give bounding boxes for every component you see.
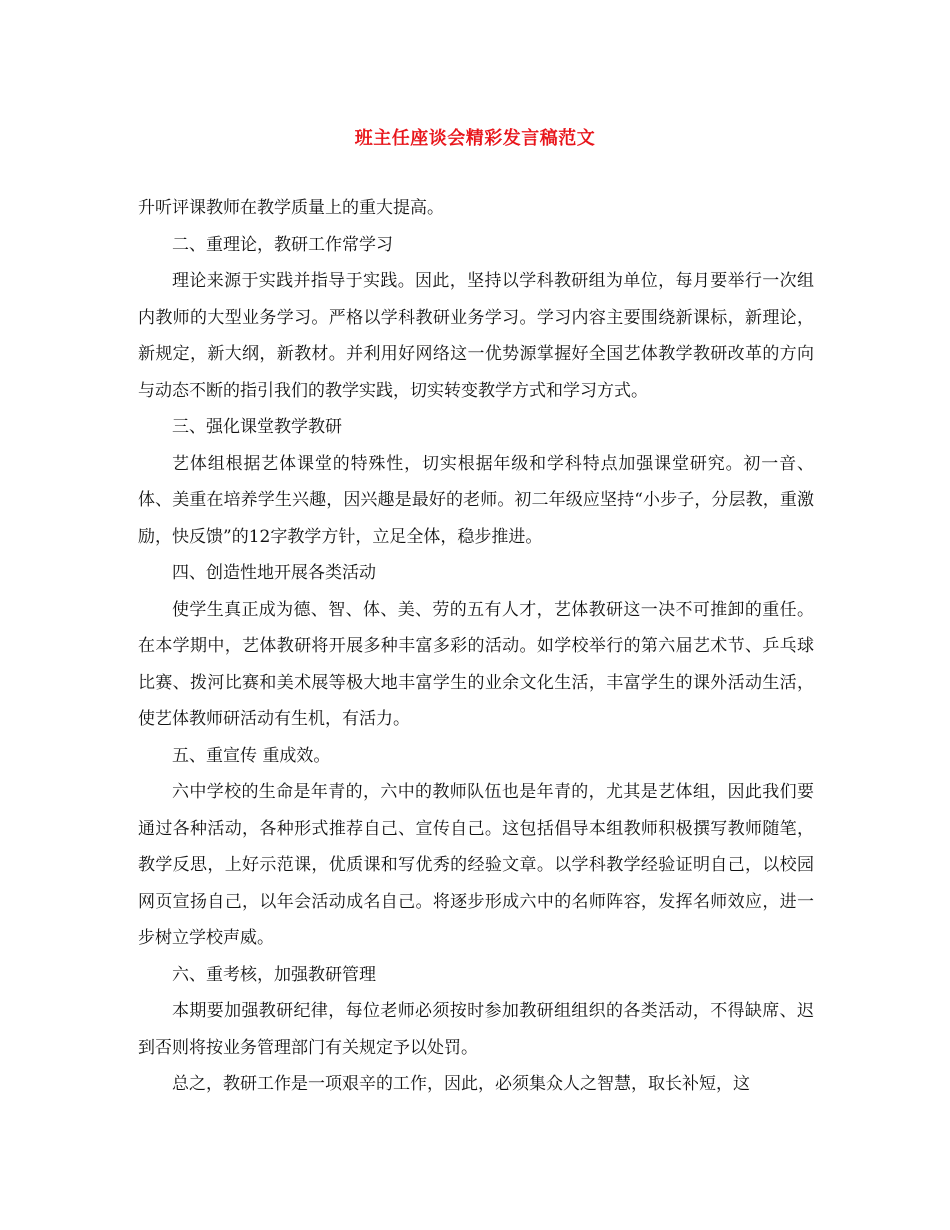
- paragraph: 理论来源于实践并指导于实践。因此，坚持以学科教研组为单位，每月要举行一次组内教师的大型业务学习。严格以学科教研业务学习。学习内容主要围绕新课标，新理论，新规定，新大纲，新教材。并利用好网络这一优势源掌握好全国艺体教学教研改革的方向与动态不断的指引我们的教学实践，切实转变教学方式和学习方式。: [138, 271, 814, 401]
- section-heading: 五、重宣传 重成效。: [172, 745, 331, 766]
- paragraph: 总之，教研工作是一项艰辛的工作，因此，必须集众人之智慧，取长补短，这: [172, 1074, 750, 1094]
- paragraph: 本期要加强教研纪律，每位老师必须按时参加教研组组织的各类活动，不得缺席、迟到否则将按业务管理部门有关规定予以处罚。: [138, 1001, 814, 1058]
- document-title: 班主任座谈会精彩发言稿范文: [354, 128, 596, 149]
- section-heading: 四、创造性地开展各类活动: [172, 563, 376, 583]
- section-heading: 二、重理论，教研工作常学习: [172, 234, 393, 255]
- paragraph: 艺体组根据艺体课堂的特殊性，切实根据年级和学科特点加强课堂研究。初一音、体、美重在培养学生兴趣，因兴趣是最好的老师。初二年级应坚持“小步子，分层教，重激励，快反馈”的12字教学方针，立足全体，稳步推进。: [138, 453, 814, 547]
- paragraph: 使学生真正成为德、智、体、美、劳的五有人才，艺体教研这一决不可推卸的重任。在本学期中，艺体教研将开展多种丰富多彩的活动。如学校举行的第六届艺术节、乒乓球比赛、拨河比赛和美术展等极大地丰富学生的业余文化生活，丰富学生的课外活动生活，使艺体教师研活动有生机，有活力。: [138, 599, 814, 729]
- section-heading: 三、强化课堂教学教研: [172, 417, 342, 437]
- section-heading: 六、重考核，加强教研管理: [172, 964, 376, 985]
- document-body: [138, 190, 814, 1103]
- paragraph: 六中学校的生命是年青的，六中的教师队伍也是年青的，尤其是艺体组，因此我们要通过各种活动，各种形式推荐自己、宣传自己。这包括倡导本组教师积极撰写教师随笔，教学反思，上好示范课，优质课和写优秀的经验文章。以学科教学经验证明自己，以校园网页宣扬自己，以年会活动成名自己。将逐步形成六中的名师阵容，发挥名师效应，进一步树立学校声威。: [138, 782, 814, 948]
- paragraph: 升听评课教师在教学质量上的重大提高。: [138, 198, 444, 218]
